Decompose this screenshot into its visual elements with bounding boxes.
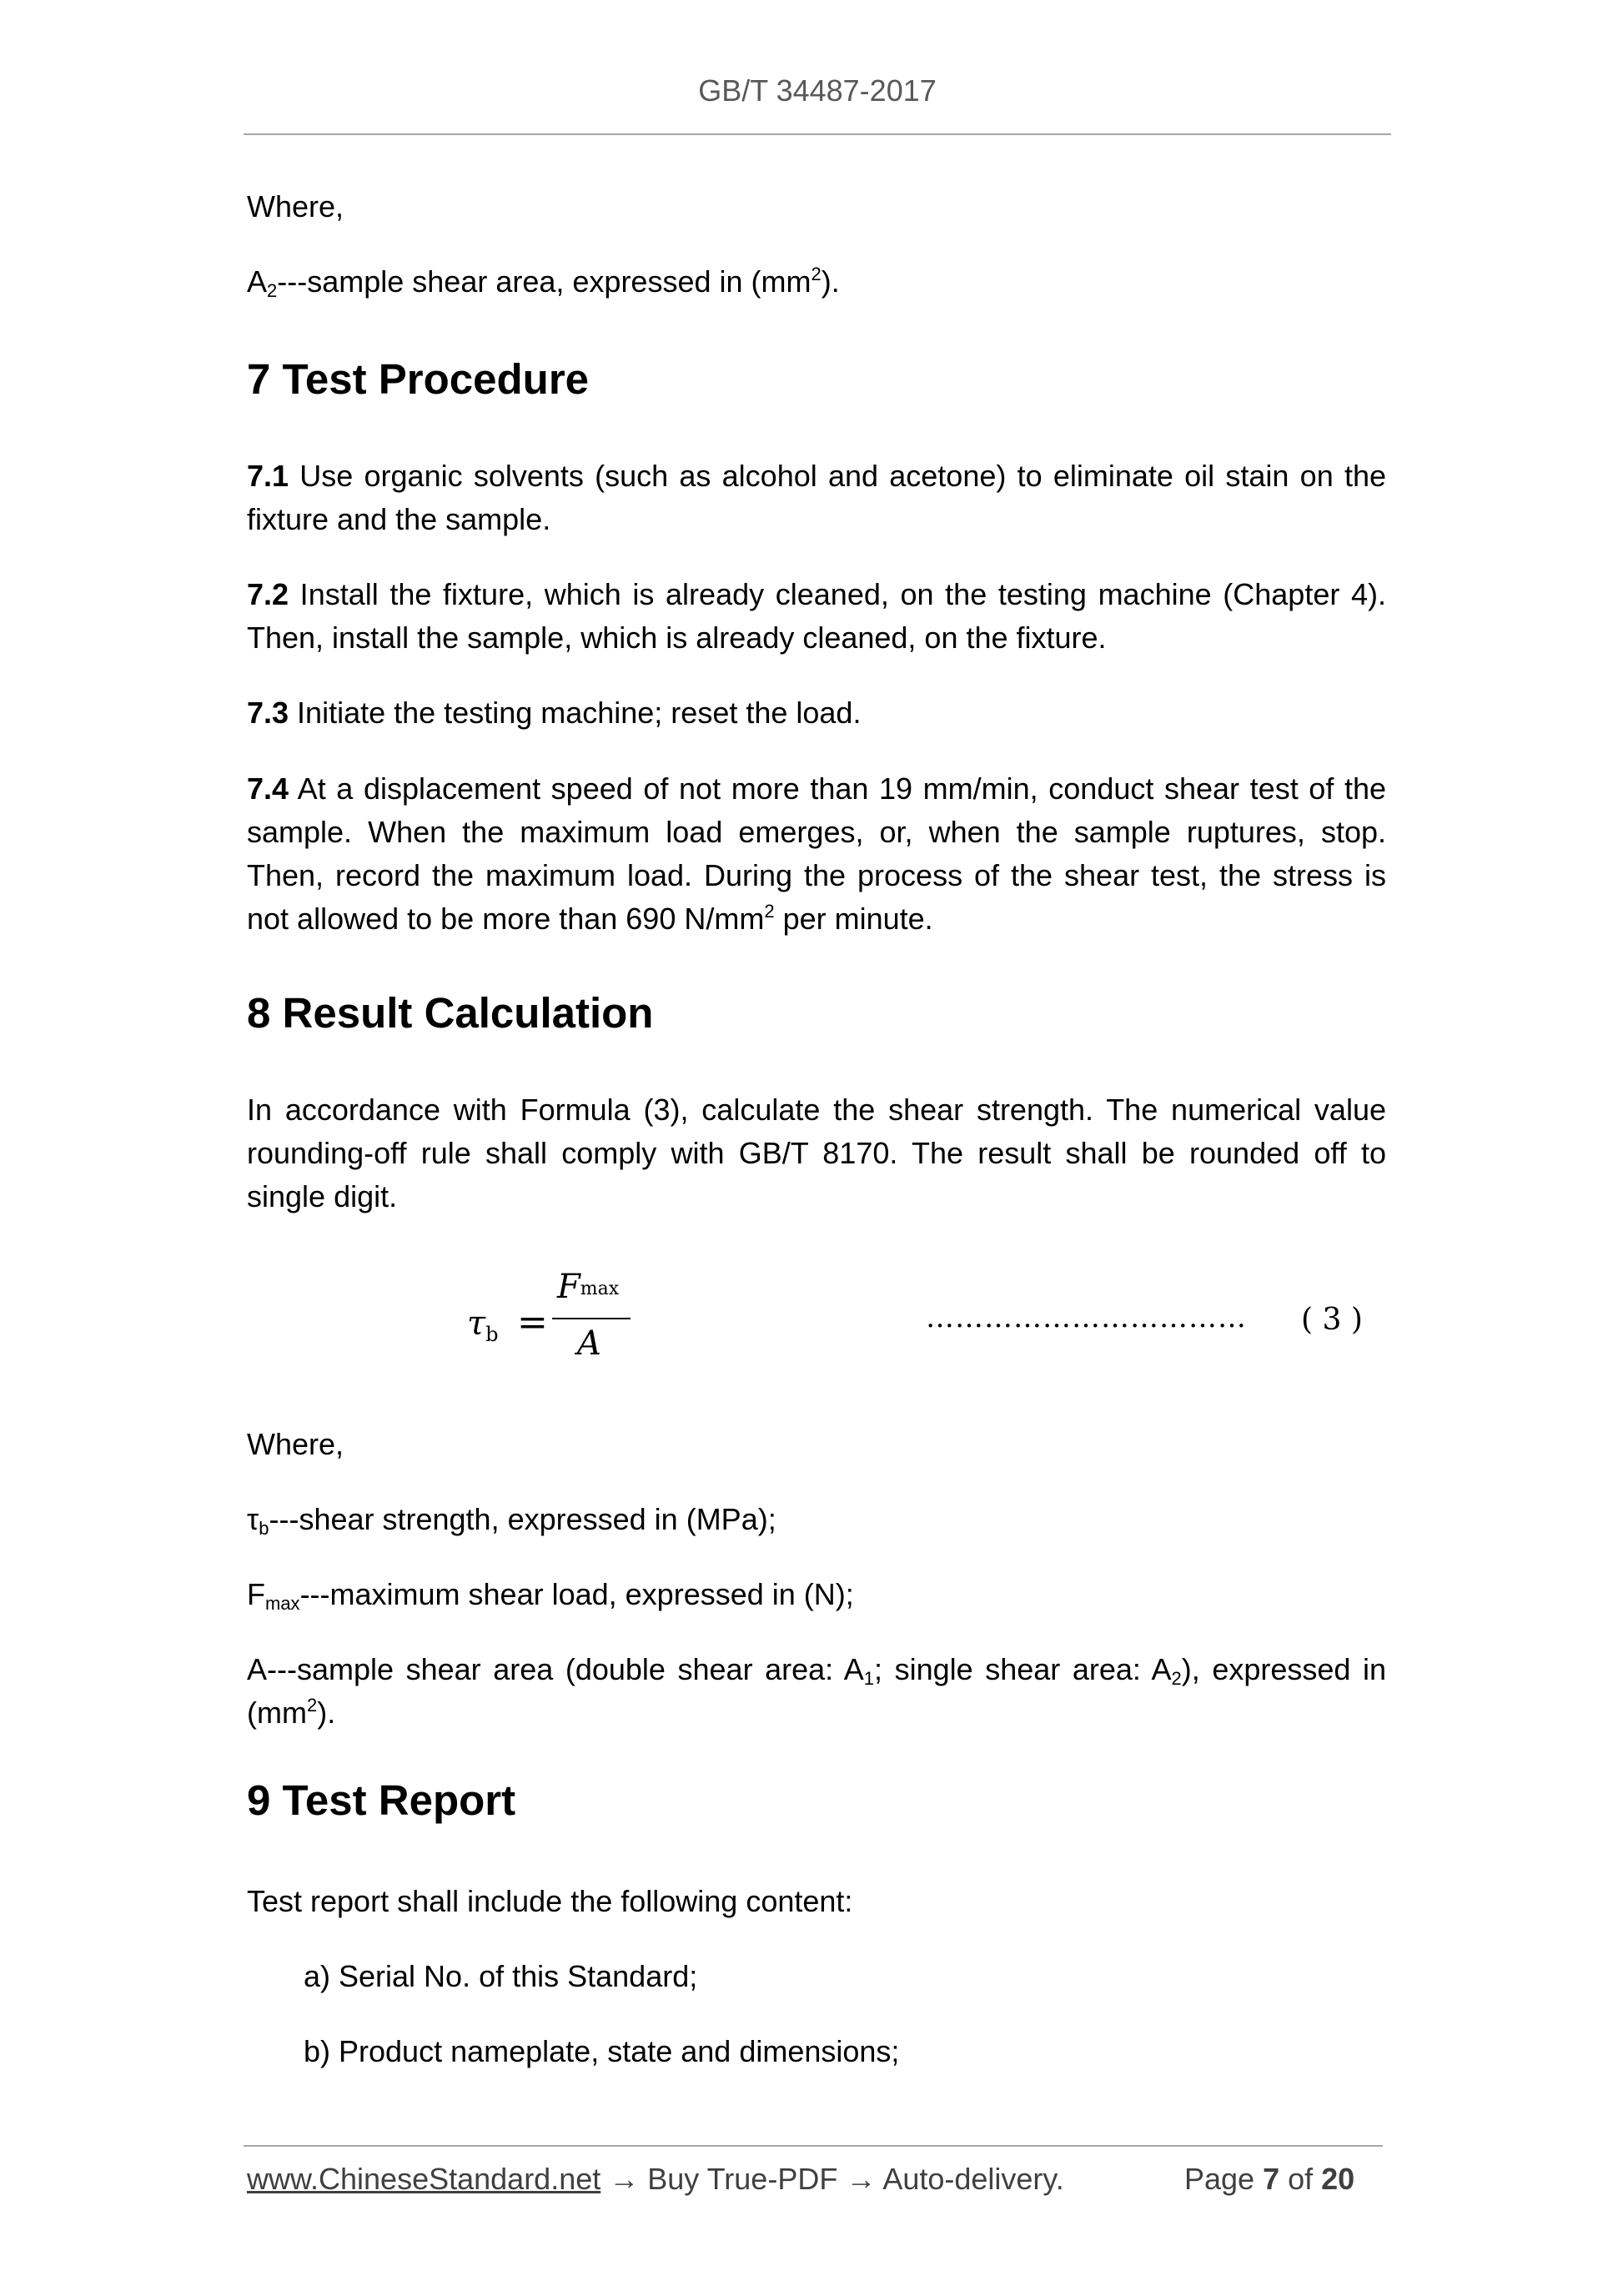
tau-text: ---shear strength, expressed in (MPa);: [269, 1502, 776, 1536]
a2-superscript: 2: [811, 264, 822, 284]
clause-7-2-text: Install the fixture, which is already cleaned, on the testing machine (Chapter 4). Then, install the sample, which is already cleaned, on the fixture.: [247, 577, 1386, 655]
where-label-2: Where,: [247, 1427, 344, 1461]
result-intro-paragraph: In accordance with Formula (3), calculate the shear strength. The numerical value rounding-off rule shall comply with GB/T 8170. The result shall be rounded off to single digit.: [247, 1093, 1386, 1213]
area-text-2: ; single shear area: A: [874, 1652, 1172, 1686]
formula-f-subscript: max: [580, 1279, 620, 1299]
document-header: GB/T 34487-2017: [698, 73, 937, 108]
area-text-3: ), expressed in (mm: [247, 1652, 1387, 1730]
tau-symbol: τ: [247, 1502, 259, 1536]
formula-equals: =: [517, 1301, 548, 1344]
fmax-definition: [247, 1573, 1386, 1616]
formula-numerator: [557, 1268, 619, 1306]
footer-promo: [247, 2162, 1064, 2197]
a2-end: ).: [821, 264, 840, 299]
footer-tagline: → Buy True-PDF → Auto-delivery.: [600, 2162, 1064, 2196]
where-label-1: Where,: [247, 189, 344, 224]
a2-text: ---sample shear area, expressed in (mm: [277, 264, 812, 299]
area-superscript: 2: [306, 1695, 318, 1716]
report-item-a: a) Serial No. of this Standard;: [304, 1959, 698, 1993]
formula-number: ( 3 ): [1301, 1303, 1363, 1337]
clause-7-3: [247, 691, 1386, 735]
formula-denominator: A: [577, 1324, 601, 1363]
a2-subscript: 2: [267, 280, 278, 301]
footer-divider: [244, 2145, 1383, 2147]
clause-7-2: [247, 573, 1386, 660]
area-text-1: A---sample shear area (double shear area: A: [247, 1652, 864, 1686]
clause-7-3-text: Initiate the testing machine; reset the load.: [289, 696, 862, 730]
fmax-subscript: max: [265, 1593, 300, 1614]
heading-test-procedure: 7 Test Procedure: [247, 355, 590, 403]
clause-7-1: [247, 455, 1386, 541]
a2-symbol: A: [247, 264, 268, 299]
area-subscript-2: 2: [1171, 1668, 1182, 1689]
clause-7-1-number: 7.1: [247, 459, 289, 493]
report-intro: Test report shall include the following content:: [247, 1884, 853, 1918]
fmax-text: ---maximum shear load, expressed in (N);: [299, 1577, 854, 1611]
page-label: Page: [1184, 2162, 1264, 2196]
tau-subscript: b: [259, 1518, 269, 1539]
formula-lhs: [467, 1304, 499, 1346]
heading-test-report: 9 Test Report: [247, 1776, 516, 1824]
clause-7-4-text: At a displacement speed of not more than 19 mm/min, conduct shear test of the sample. When the maximum load emerges, or, when the sample ruptures, stop. Then, record the maximum load. During the process of the shear test, the stress is not allowed to be more than 690 N/mm: [247, 771, 1386, 936]
clause-7-2-number: 7.2: [247, 577, 289, 611]
clause-7-4: [247, 767, 1386, 941]
formula-3: [467, 1268, 1401, 1376]
page-of-label: of: [1279, 2162, 1322, 2196]
formula-tau: τ: [467, 1304, 486, 1343]
header-divider: [244, 133, 1391, 135]
clause-7-4-end: per minute.: [774, 902, 933, 936]
formula-fraction-bar: [552, 1318, 631, 1319]
page-number: 7: [1263, 2162, 1280, 2196]
clause-7-3-number: 7.3: [247, 696, 289, 730]
fmax-symbol: F: [247, 1577, 265, 1611]
page-total: 20: [1321, 2162, 1355, 2196]
clause-7-4-number: 7.4: [247, 771, 289, 806]
tau-definition: [247, 1498, 1386, 1541]
report-item-b: b) Product nameplate, state and dimensions;: [304, 2034, 900, 2068]
page-indicator: [1184, 2162, 1354, 2197]
area-end: ).: [317, 1696, 336, 1730]
area-definition: [247, 1648, 1386, 1735]
formula-tau-subscript: b: [485, 1323, 499, 1346]
a2-definition: [247, 260, 1386, 304]
heading-result-calculation: 8 Result Calculation: [247, 989, 654, 1037]
formula-leader-dots: ……………………………: [926, 1301, 1247, 1334]
area-subscript-1: 1: [863, 1668, 875, 1689]
formula-f: F: [557, 1268, 580, 1306]
clause-7-1-text: Use organic solvents (such as alcohol and acetone) to eliminate oil stain on the fixture and the sample.: [247, 459, 1386, 536]
clause-7-4-superscript: 2: [764, 901, 775, 922]
footer-website-link[interactable]: www.ChineseStandard.net: [247, 2162, 601, 2196]
